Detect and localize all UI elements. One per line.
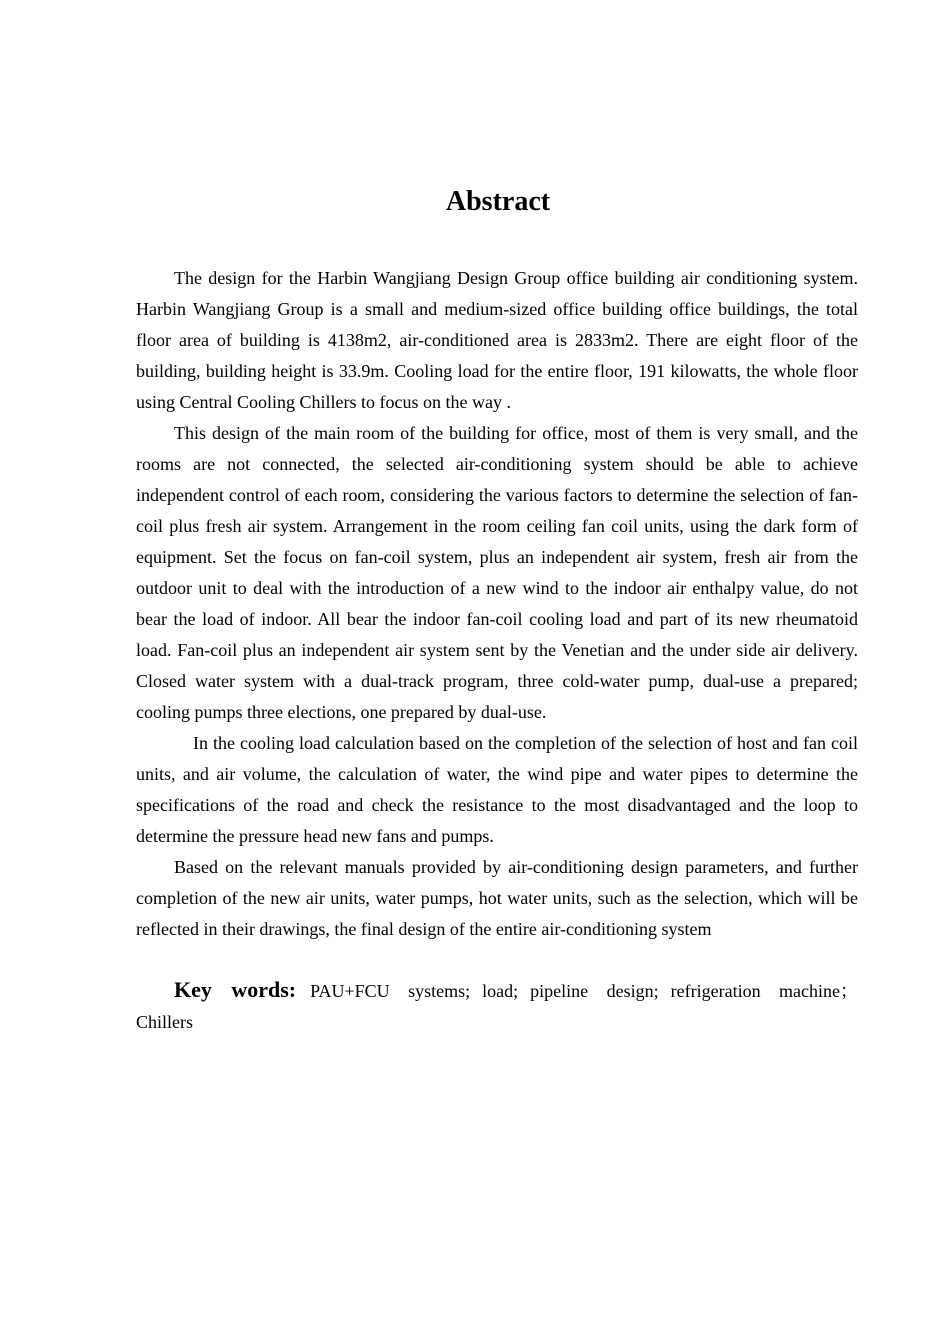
keyword-item: refrigeration machine；Chillers (136, 981, 859, 1032)
abstract-paragraph-1: The design for the Harbin Wangjiang Design Group office building air conditioning system. Harbin Wangjiang Group is a small and medium-sized office building office buildings, the total floor area of building is 4138m2, air-conditioned area is 2833m2. There are eight floor of the building, building height is 33.9m. Cooling load for the entire floor, 191 kilowatts, the whole floor using Central Cooling Chillers to focus on the way . (136, 268, 858, 412)
abstract-title: Abstract (445, 186, 551, 217)
abstract-paragraph-3: In the cooling load calculation based on the completion of the selection of host and fan coil units, and air volume, the calculation of water, the wind pipe and water pipes to determine the specifications of the road and check the resistance to the most disadvantaged and the loop to determine the pressure head new fans and pumps. (136, 733, 858, 846)
abstract-paragraph-4: Based on the relevant manuals provided by air-conditioning design parameters, and further completion of the new air units, water pumps, hot water units, such as the selection, which will be reflected in their drawings, the final design of the entire air-conditioning system (136, 857, 858, 939)
abstract-body (136, 263, 858, 945)
keywords-line (136, 974, 858, 1038)
keyword-item: PAU+FCU systems; (310, 981, 471, 1001)
keyword-item: load; (482, 981, 519, 1001)
keyword-item: pipeline design; (530, 981, 659, 1001)
keywords-label: Key words: (174, 977, 297, 1002)
abstract-paragraph-2: This design of the main room of the building for office, most of them is very small, and the rooms are not connected, the selected air-conditioning system should be able to achieve independent control of each room, considering the various factors to determine the selection of fan-coil plus fresh air system. Arrangement in the room ceiling fan coil units, using the dark form of equipment. Set the focus on fan-coil system, plus an independent air system, fresh air from the outdoor unit to deal with the introduction of a new wind to the indoor air enthalpy value, do not bear the load of indoor. All bear the indoor fan-coil cooling load and part of its new rheumatoid load. Fan-coil plus an independent air system sent by the Venetian and the under side air delivery. Closed water system with a dual-track program, three cold-water pump, dual-use a prepared; cooling pumps three elections, one prepared by dual-use. (136, 423, 858, 722)
